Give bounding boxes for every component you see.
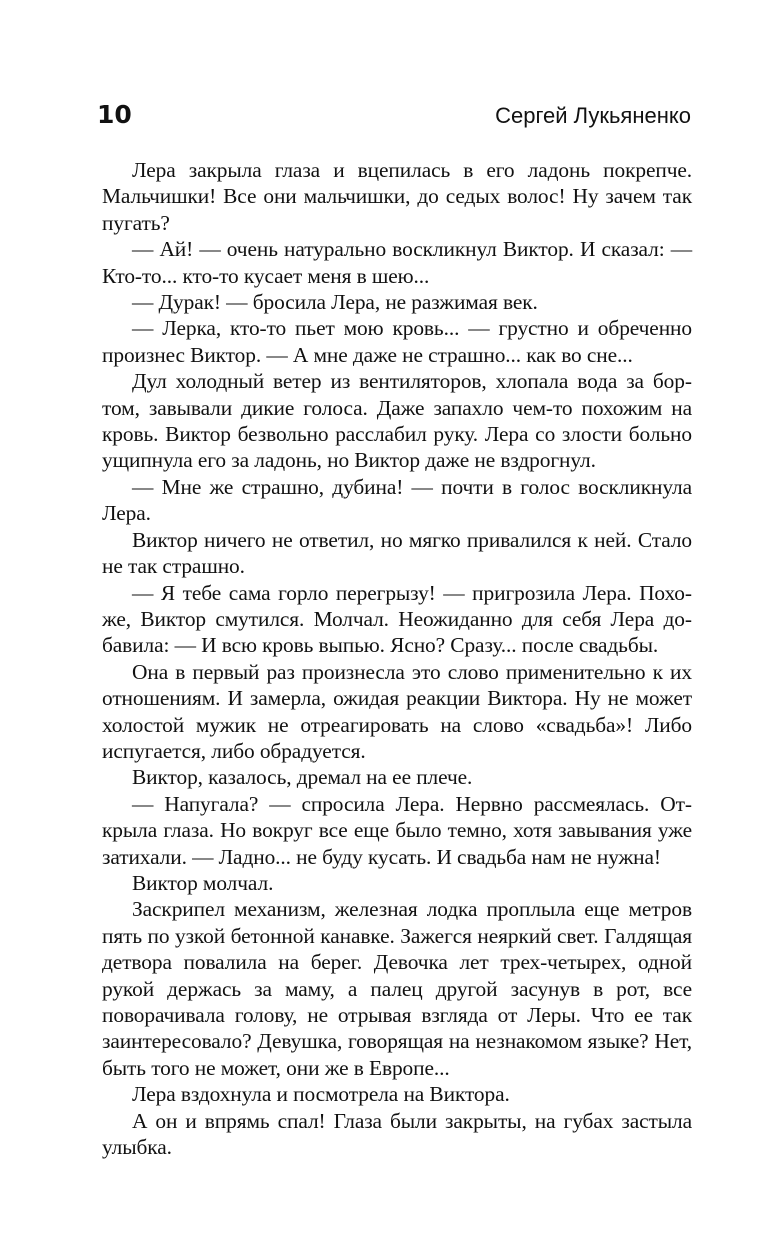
page-number: 10	[97, 100, 132, 129]
paragraph: — Дурак! — бросила Лера, не разжимая век.	[132, 290, 538, 315]
running-head-author: Сергей Лукьяненко	[495, 103, 691, 128]
paragraph: Она в первый раз произнесла это слово применительно к их отношениям. И замерла, ожидая реакции Виктора. Ну не может холостой мужик не отреагировать на слово «свадьба»! Либо испугается, либо обрадуется.	[102, 659, 692, 763]
paragraph: Виктор, казалось, дремал на ее плече.	[132, 765, 473, 790]
paragraph: — Ай! — очень натурально воскликнул Виктор. И сказал: — Кто-то... кто-то кусает меня в шею...	[102, 237, 692, 288]
paragraph: — Я тебе сама горло перегрызу! — пригрозила Лера. Похоже, Виктор смутился. Молчал. Неожиданно для себя Лера добавила: — И всю кровь выпью. Ясно? Сразу... после свадьбы.	[102, 580, 692, 658]
paragraph: — Напугала? — спросила Лера. Нервно рассмеялась. Открыла глаза. Но вокруг все еще было темно, хотя завывания уже затихали. — Ладно... не буду кусать. И свадьба нам не нужна!	[102, 791, 692, 869]
paragraph: Заскрипел механизм, железная лодка проплыла еще метров пять по узкой бетонной канавке. Зажегся неяркий свет. Галдящая детвора повалила на берег. Девочка лет трех-четырех, одной рукой держась за маму, а палец другой засунув в рот, все поворачивала голову, не отрывая взгляда от Леры. Что ее так заинтересовало? Девушка, говорящая на незнакомом языке? Нет, быть того не может, они же в Европе...	[102, 897, 692, 1080]
paragraph: — Лерка, кто-то пьет мою кровь... — грустно и обреченно произнес Виктор. — А мне даже не страшно... как во сне...	[102, 316, 692, 367]
page-header	[97, 98, 691, 138]
paragraph: Дул холодный ветер из вентиляторов, хлопала вода за бортом, завывали дикие голоса. Даже запахло чем-то похожим на кровь. Виктор безвольно расслабил руку. Лера со злости больно ущипнула его за ладонь, но Виктор даже не вздрогнул.	[102, 369, 692, 473]
body-text	[102, 157, 692, 1160]
paragraph: — Мне же страшно, дубина! — почти в голос воскликнула Лера.	[102, 474, 692, 526]
paragraph: Виктор молчал.	[132, 870, 274, 895]
paragraph: Лера вздохнула и посмотрела на Виктора.	[132, 1082, 510, 1107]
paragraph: А он и впрямь спал! Глаза были закрыты, на губах застыла улыбка.	[102, 1108, 692, 1160]
paragraph: Лера закрыла глаза и вцепилась в его ладонь покрепче. Мальчишки! Все они мальчишки, до седых волос! Ну зачем так пугать?	[102, 158, 692, 235]
paragraph: Виктор ничего не ответил, но мягко привалился к ней. Стало не так страшно.	[102, 527, 692, 579]
